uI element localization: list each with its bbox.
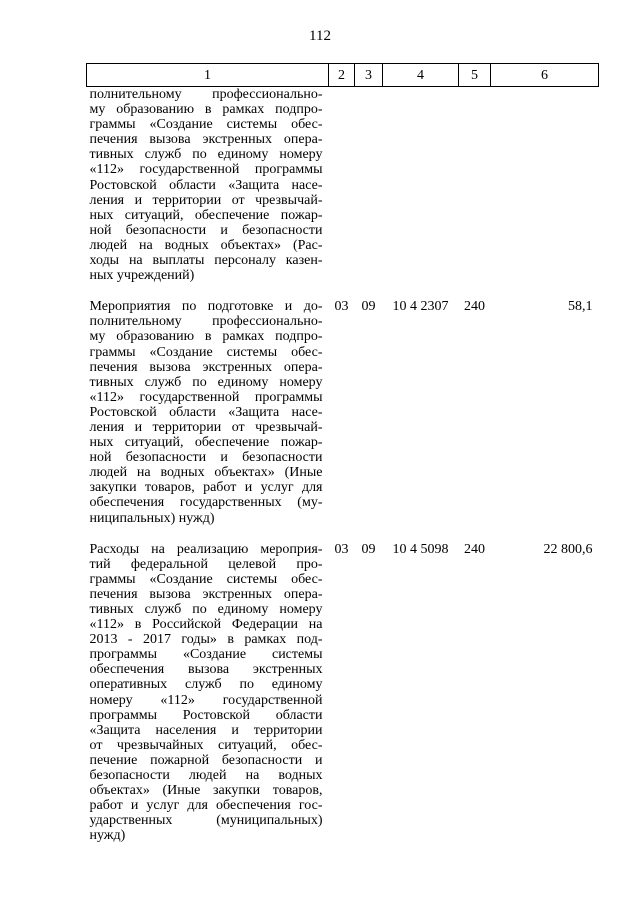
row-expense-type-code: 240 [464, 299, 485, 315]
row-target-article-code: 10 4 2307 [392, 299, 449, 315]
description-line: тивных служб по единому номеру [89, 147, 323, 163]
description-line: программы Ростовской области [89, 707, 323, 723]
description-line: номеру «112» государственной [89, 692, 323, 708]
row-amount [491, 87, 599, 300]
table-body [87, 87, 599, 844]
row-target-article-code: 10 4 5098 [392, 541, 449, 557]
description-line: Мероприятия по подготовке и до- [89, 299, 323, 315]
description-line: «112» государственной программы [89, 389, 323, 405]
description-line: ных ситуаций, обеспечение пожар- [89, 207, 323, 223]
row-description [87, 87, 329, 300]
description-line: ударственных (муниципальных) [89, 813, 323, 829]
header-cell-4: 4 [383, 64, 459, 87]
description-line: ной безопасности и безопасности [89, 222, 323, 238]
header-cell-2: 2 [329, 64, 355, 87]
description-line: полнительному профессионально- [89, 87, 323, 102]
description-line: ных ситуаций, обеспечение пожар- [89, 435, 323, 451]
description-line: ления и территории от чрезвычай- [89, 419, 323, 435]
table-row [87, 87, 599, 300]
description-line: печения вызова экстренных опера- [89, 359, 323, 375]
budget-table-container [86, 63, 598, 844]
description-line: объектах» (Иные закупки товаров, [89, 783, 323, 799]
row-amount: 22 800,6 [543, 541, 593, 557]
description-line: программы «Создание системы [89, 647, 323, 663]
description-line: оперативных служб по единому [89, 677, 323, 693]
row-subsection-code [355, 87, 383, 300]
description-line: ниципальных) нужд) [89, 510, 215, 526]
row-description [87, 542, 329, 844]
description-line: граммы «Создание системы обес- [89, 117, 323, 133]
header-cell-6: 6 [491, 64, 599, 87]
budget-table [86, 63, 599, 844]
description-line: Ростовской области «Защита насе- [89, 177, 323, 193]
description-line: тий федеральной целевой про- [89, 556, 323, 572]
description-line: печения вызова экстренных опера- [89, 586, 323, 602]
description-line: «112» государственной программы [89, 162, 323, 178]
description-line: полнительному профессионально- [89, 314, 323, 330]
header-cell-1: 1 [87, 64, 329, 87]
description-line: ходы на выплаты персоналу казен- [89, 253, 323, 269]
row-section-code [329, 87, 355, 300]
row-section-code: 03 [334, 541, 349, 557]
description-line: людей на водных объектах» (Рас- [89, 237, 323, 253]
page-number: 112 [309, 28, 331, 44]
description-line: безопасности людей на водных [89, 768, 323, 784]
description-line: работ и услуг для обеспечения гос- [89, 798, 323, 814]
description-line: тивных служб по единому номеру [89, 374, 323, 390]
description-line: ления и территории от чрезвычай- [89, 192, 323, 208]
description-line: «Защита населения и территории [89, 722, 323, 738]
description-line: му образованию в рамках подпро- [89, 329, 323, 345]
description-line: граммы «Создание системы обес- [89, 571, 323, 587]
description-line: тивных служб по единому номеру [89, 602, 323, 617]
description-line: Ростовской области «Защита насе- [89, 404, 323, 420]
description-line: ной безопасности и безопасности [89, 450, 323, 466]
description-line: му образованию в рамках подпро- [89, 102, 323, 118]
description-line: обеспечения вызова экстренных [89, 662, 323, 678]
row-subsection-code: 09 [361, 541, 376, 557]
row-amount: 58,1 [568, 299, 593, 315]
description-line: людей на водных объектах» (Иные [89, 465, 323, 481]
description-line: печение пожарной безопасности и [89, 752, 323, 768]
description-line: печения вызова экстренных опера- [89, 132, 323, 148]
table-row [87, 542, 599, 844]
row-section-code: 03 [334, 299, 349, 315]
table-header-row [87, 64, 599, 87]
description-line: ных учреждений) [89, 268, 195, 284]
row-description [87, 299, 329, 541]
description-line: граммы «Создание системы обес- [89, 344, 323, 360]
description-line: «112» в Российской Федерации на [89, 617, 323, 633]
header-cell-5: 5 [459, 64, 491, 87]
row-subsection-code: 09 [361, 299, 376, 315]
description-line: обеспечения государственных (му- [89, 495, 323, 511]
description-line: от чрезвычайных ситуаций, обес- [89, 737, 323, 753]
row-expense-type-code [459, 87, 491, 300]
table-row [87, 299, 599, 541]
header-cell-3: 3 [355, 64, 383, 87]
description-line: Расходы на реализацию мероприя- [89, 541, 323, 557]
description-line: 2013 - 2017 годы» в рамках под- [89, 632, 323, 648]
description-line: закупки товаров, работ и услуг для [89, 480, 323, 496]
row-expense-type-code: 240 [464, 541, 485, 557]
row-target-article-code [383, 87, 459, 300]
description-line: нужд) [89, 828, 126, 844]
